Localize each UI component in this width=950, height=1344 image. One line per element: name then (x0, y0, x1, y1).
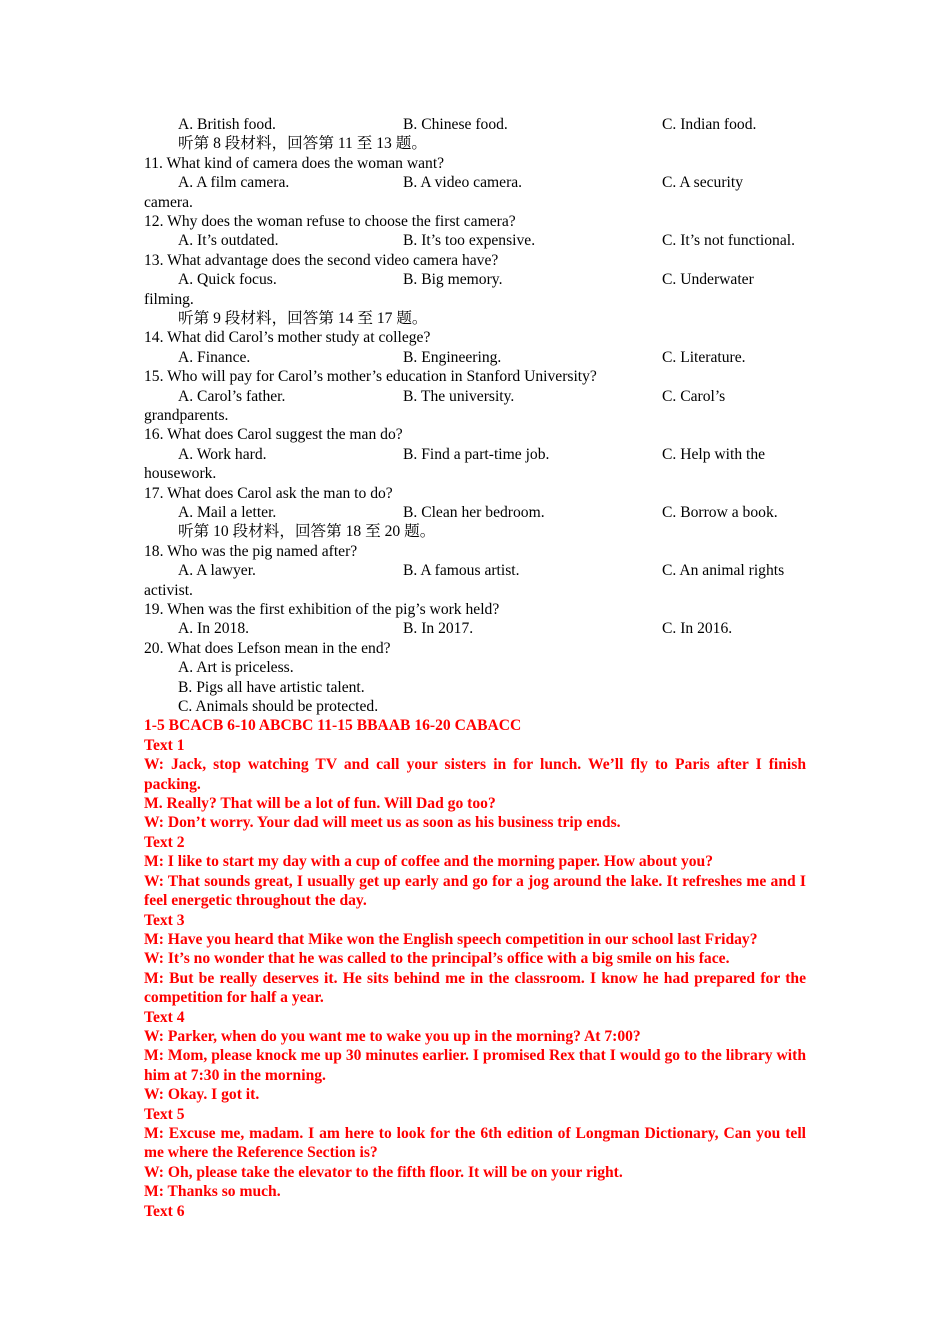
q17-question: 17. What does Carol ask the man to do? (144, 484, 393, 502)
q10-options (144, 115, 806, 134)
q13-options (144, 270, 806, 289)
q16-question: 16. What does Carol suggest the man do? (144, 426, 403, 444)
text-2-line-2: W: That sounds great, I usually get up early and go for a jog around the lake. It refreshes me and I feel energetic throughout the day. (144, 872, 806, 910)
q15-options (144, 387, 806, 406)
section-9-instruction: 听第 9 段材料，回答第 14 至 17 题。 (178, 310, 428, 327)
q12-option-a: A. It’s outdated. (178, 232, 279, 250)
q18-option-a: A. A lawyer. (178, 562, 256, 580)
q10-option-a: A. British food. (178, 116, 276, 133)
q19-question: 19. When was the first exhibition of the pig’s work held? (144, 601, 500, 619)
text-1-line-3: W: Don’t worry. Your dad will meet us as soon as his business trip ends. (144, 814, 621, 832)
q14-option-a: A. Finance. (178, 348, 251, 366)
q13-option-c-wrap: filming. (144, 290, 194, 308)
q18-options (144, 561, 806, 580)
text-5-line-2: W: Oh, please take the elevator to the fifth floor. It will be on your right. (144, 1163, 623, 1181)
q16-option-c-wrap: housework. (144, 465, 217, 483)
text-4-line-3: W: Okay. I got it. (144, 1086, 260, 1104)
q15-option-a: A. Carol’s father. (178, 387, 286, 405)
q16-option-c: C. Help with the (662, 445, 766, 463)
q11-option-b: B. A video camera. (403, 174, 523, 192)
q13-option-a: A. Quick focus. (178, 271, 277, 289)
q19-options (144, 619, 806, 638)
text-4-line-1: W: Parker, when do you want me to wake you up in the morning? At 7:00? (144, 1027, 641, 1045)
q17-options (144, 503, 806, 522)
q12-question: 12. Why does the woman refuse to choose the first camera? (144, 213, 516, 230)
text-1-line-1: W: Jack, stop watching TV and call your sisters in for lunch. We’ll fly to Paris after I finish packing. (144, 756, 806, 793)
q12-option-b: B. It’s too expensive. (403, 232, 536, 250)
q20-option-c: C. Animals should be protected. (178, 698, 379, 716)
text-3-line-3: M: But be really deserves it. He sits behind me in the classroom. I know he had prepared for the competition for half a year. (144, 969, 806, 1007)
q16-option-b: B. Find a part-time job. (403, 445, 550, 463)
q18-question: 18. Who was the pig named after? (144, 542, 358, 560)
q20-option-a: A. Art is priceless. (178, 659, 294, 677)
section-8-instruction: 听第 8 段材料，回答第 11 至 13 题。 (178, 135, 427, 153)
q12-options (144, 231, 806, 250)
document-page (144, 115, 806, 1221)
q20-question: 20. What does Lefson mean in the end? (144, 639, 391, 657)
q19-option-b: B. In 2017. (403, 620, 474, 638)
text-5-line-1: M: Excuse me, madam. I am here to look for the 6th edition of Longman Dictionary, Can you tell me where the Reference Section is? (144, 1124, 806, 1162)
q14-question: 14. What did Carol’s mother study at college? (144, 329, 431, 347)
text-2-heading: Text 2 (144, 833, 185, 851)
text-3-heading: Text 3 (144, 911, 185, 929)
q19-option-c: C. In 2016. (662, 620, 733, 638)
q13-option-b: B. Big memory. (403, 271, 503, 289)
text-4-heading: Text 4 (144, 1008, 185, 1026)
q18-option-c-wrap: activist. (144, 581, 193, 599)
text-3-line-1: M: Have you heard that Mike won the English speech competition in our school last Friday? (144, 930, 758, 948)
text-2-line-1: M: I like to start my day with a cup of coffee and the morning paper. How about you? (144, 853, 714, 871)
q17-option-b: B. Clean her bedroom. (403, 504, 545, 522)
answer-key: 1-5 BCACB 6-10 ABCBC 11-15 BBAAB 16-20 CABACC (144, 717, 522, 735)
q14-option-c: C. Literature. (662, 348, 746, 366)
q14-options (144, 348, 806, 367)
text-3-line-2: W: It’s no wonder that he was called to the principal’s office with a big smile on his face. (144, 950, 730, 968)
q13-question: 13. What advantage does the second video camera have? (144, 251, 499, 269)
q19-option-a: A. In 2018. (178, 620, 250, 638)
q14-option-b: B. Engineering. (403, 348, 502, 366)
q15-option-b: B. The university. (403, 387, 515, 405)
q17-option-c: C. Borrow a book. (662, 504, 778, 522)
q16-option-a: A. Work hard. (178, 445, 267, 463)
q13-option-c: C. Underwater (662, 271, 754, 289)
text-1-heading: Text 1 (144, 736, 185, 754)
text-6-heading: Text 6 (144, 1202, 185, 1220)
q17-option-a: A. Mail a letter. (178, 504, 277, 522)
text-4-line-2: M: Mom, please knock me up 30 minutes earlier. I promised Rex that I would go to the library with him at 7:30 in the morning. (144, 1047, 806, 1084)
section-10-instruction: 听第 10 段材料，回答第 18 至 20 题。 (178, 523, 436, 541)
q11-question: 11. What kind of camera does the woman want? (144, 154, 445, 172)
q16-options (144, 445, 806, 464)
text-5-line-3: M: Thanks so much. (144, 1183, 281, 1201)
q12-option-c: C. It’s not functional. (662, 232, 795, 250)
q15-question: 15. Who will pay for Carol’s mother’s education in Stanford University? (144, 368, 597, 386)
q11-option-c: C. A security (662, 174, 743, 192)
answer-section (144, 716, 806, 1221)
q15-option-c: C. Carol’s (662, 387, 726, 405)
q11-option-c-wrap: camera. (144, 193, 193, 211)
q11-option-a: A. A film camera. (178, 174, 290, 192)
q10-option-b: B. Chinese food. (403, 116, 508, 133)
text-1-line-2: M. Really? That will be a lot of fun. Will Dad go too? (144, 795, 496, 813)
q10-option-c: C. Indian food. (662, 116, 757, 133)
q15-option-c-wrap: grandparents. (144, 407, 229, 424)
q20-option-b: B. Pigs all have artistic talent. (178, 678, 365, 696)
text-5-heading: Text 5 (144, 1105, 185, 1123)
q18-option-b: B. A famous artist. (403, 562, 520, 580)
q18-option-c: C. An animal rights (662, 562, 785, 580)
q11-options (144, 173, 806, 192)
